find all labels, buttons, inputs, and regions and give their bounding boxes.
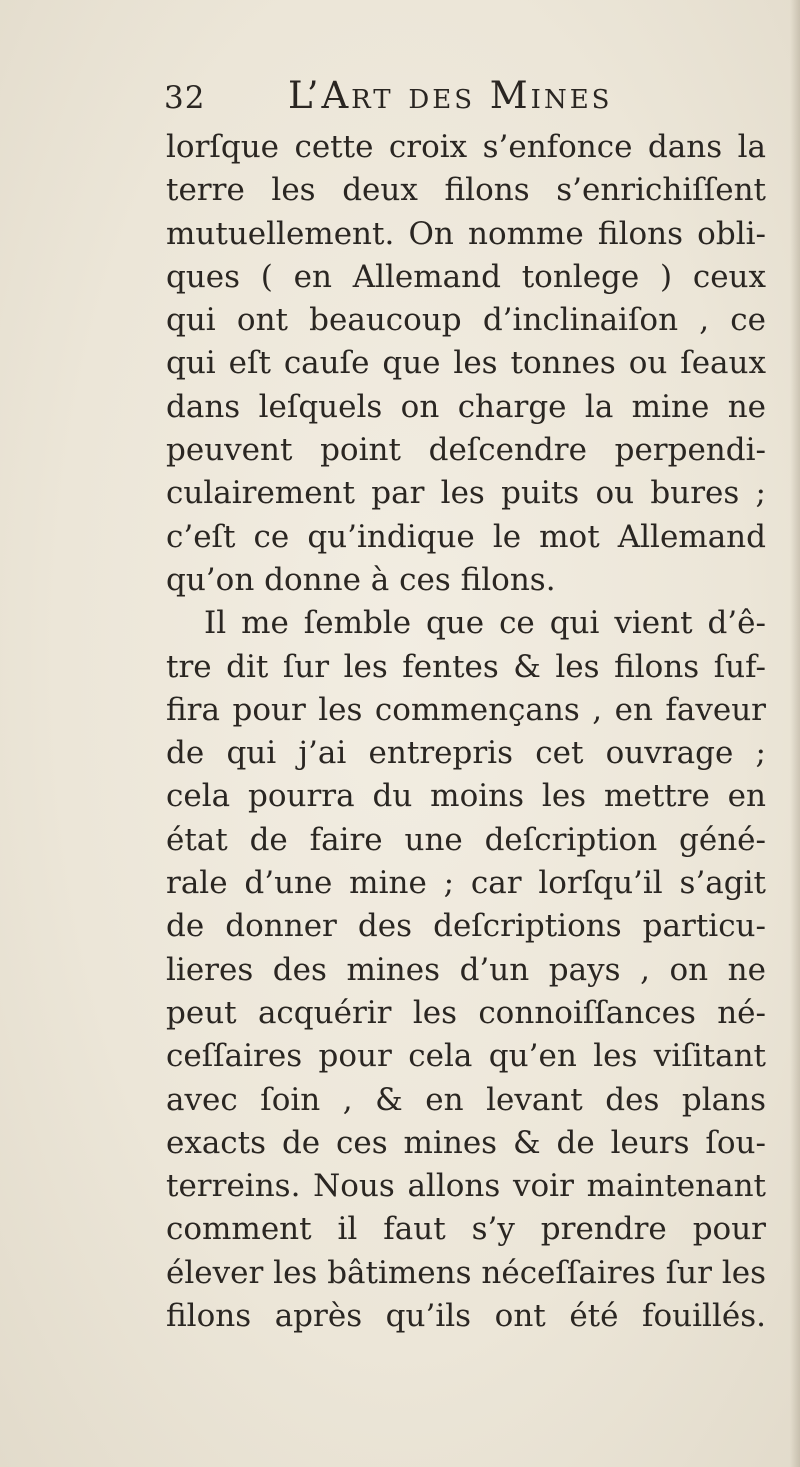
text-line: c’eſt ce qu’indique le mot Allemand (166, 518, 766, 555)
text-line: culairement par les puits ou bures ; (166, 475, 766, 512)
text-line: terre les deux filons s’enrichiſſent (166, 172, 766, 209)
running-title: L’Art des Mines (288, 74, 613, 117)
text-line: de donner des deſcriptions particu- (166, 908, 766, 945)
page-header (164, 74, 764, 122)
text-line: cela pourra du moins les mettre en (166, 778, 766, 815)
text-line: qu’on donne à ces filons. (166, 561, 556, 598)
text-line: ques ( en Allemand tonlege ) ceux (166, 258, 766, 295)
text-line: lieres des mines d’un pays , on ne (166, 951, 766, 988)
text-line: mutuellement. On nomme filons obli- (166, 215, 766, 252)
page-edge-shadow (790, 0, 800, 1467)
text-line: avec ſoin , & en levant des plans (166, 1081, 766, 1118)
text-line: ceſſaires pour cela qu’en les viſitant (166, 1038, 766, 1075)
text-line: de qui j’ai entrepris cet ouvrage ; (166, 735, 766, 772)
text-line: fira pour les commençans , en faveur (166, 691, 766, 728)
text-line: tre dit ſur les fentes & les filons ſuf- (166, 648, 766, 685)
body-text (166, 126, 766, 1338)
text-line: lorſque cette croix s’enfonce dans la (166, 129, 766, 165)
text-line: élever les bâtimens néceſſaires ſur les (166, 1254, 766, 1291)
text-line: filons après qu’ils ont été fouillés. (166, 1298, 766, 1335)
text-line: qui ont beaucoup d’inclinaiſon , ce (166, 302, 766, 339)
page-number: 32 (164, 80, 206, 116)
text-line: état de faire une deſcription géné- (166, 821, 766, 858)
text-line: peuvent point deſcendre perpendi- (166, 432, 766, 469)
text-line: qui eſt cauſe que les tonnes ou ſeaux (166, 345, 766, 382)
text-line: terreins. Nous allons voir maintenant (166, 1168, 766, 1205)
text-line: comment il faut s’y prendre pour (166, 1211, 766, 1248)
text-line: dans leſquels on charge la mine ne (166, 388, 766, 425)
text-line: exacts de ces mines & de leurs ſou- (166, 1124, 766, 1161)
text-line: Il me ſemble que ce qui vient d’ê- (204, 605, 766, 642)
text-line: peut acquérir les connoiſſances né- (166, 994, 766, 1031)
text-line: rale d’une mine ; car lorſqu’il s’agit (166, 865, 766, 902)
